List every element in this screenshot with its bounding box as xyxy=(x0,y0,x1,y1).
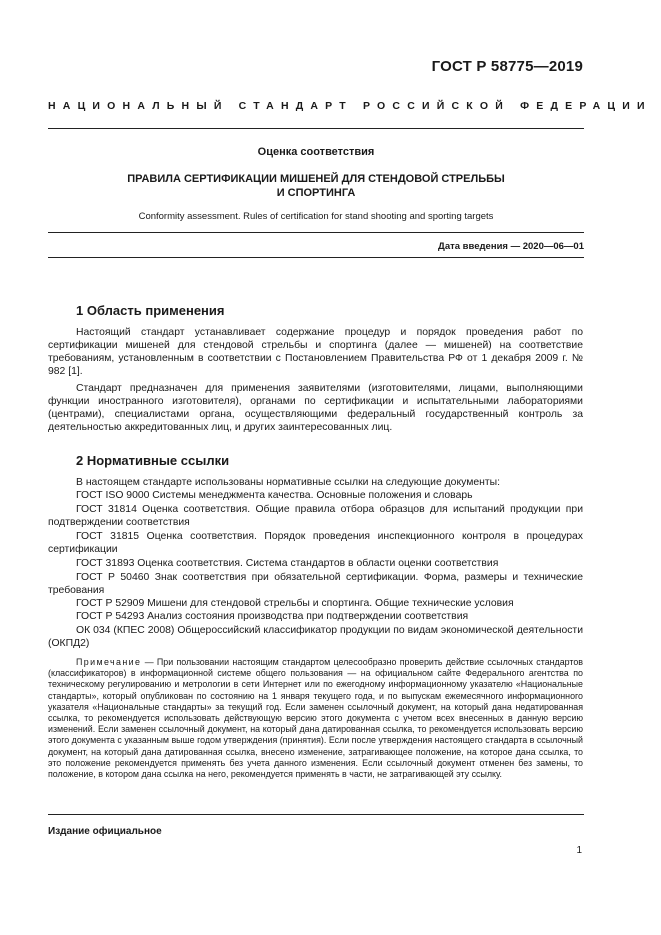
title-line-2: И СПОРТИНГА xyxy=(276,187,356,199)
section-2-intro: В настоящем стандарте использованы нормативные ссылки на следующие документы: xyxy=(76,477,500,488)
reference-item: ОК 034 (КПЕС 2008) Общероссийский классификатор продукции по видам экономической деятельности (ОКПД2) xyxy=(48,625,583,649)
reference-item: ГОСТ 31814 Оценка соответствия. Общие правила отбора образцов для испытаний продукции при подтверждении соответствия xyxy=(48,504,583,528)
reference-item: ГОСТ Р 54293 Анализ состояния производства при подтверждении соответствия xyxy=(76,611,469,622)
section-1-paragraph-2: Стандарт предназначен для применения заявителями (изготовителями, лицами, выполняющими функции иностранного изготовителя), органами по сертификации и испытательными лабораториями (центрами), специалистами органа, осуществляющими федеральный государственный контроль за деятельностью аккредитованных лиц, и других заинтересованных лиц. xyxy=(48,383,583,433)
reference-item: ГОСТ 31815 Оценка соответствия. Порядок проведения инспекционного контроля в процедурах сертификации xyxy=(48,531,583,555)
reference-note xyxy=(48,657,583,780)
title-divider xyxy=(48,232,584,233)
note-label: Примечание xyxy=(76,657,142,667)
section-1-heading: 1 Область применения xyxy=(76,303,225,318)
reference-item: ГОСТ ISO 9000 Системы менеджмента качества. Основные положения и словарь xyxy=(76,490,473,501)
reference-item: ГОСТ Р 50460 Знак соответствия при обязательной сертификации. Форма, размеры и технические требования xyxy=(48,572,583,596)
reference-item: ГОСТ 31893 Оценка соответствия. Система стандартов в области оценки соответствия xyxy=(76,558,499,569)
introduction-date: Дата введения — 2020—06—01 xyxy=(438,241,584,252)
english-title: Conformity assessment. Rules of certification for stand shooting and sporting targets xyxy=(138,211,494,222)
reference-item: ГОСТ Р 52909 Мишени для стендовой стрельбы и спортинга. Общие технические условия xyxy=(76,598,514,609)
document-title xyxy=(48,172,584,200)
note-text: — При пользовании настоящим стандартом целесообразно проверить действие ссылочных стандартов (классификаторов) в информационной системе общего пользования — на официальном сайте Федерального агентства по техническому регулированию и метрологии в сети Интернет или по ежегодному информационному указателю «Национальные стандарты», который опубликован по состоянию на 1 января текущего года, и по выпускам ежемесячного информационного указателя «Национальные стандарты» за текущий год. Если заменен ссылочный документ, на который дана недатированная ссылка, то рекомендуется использовать действующую версию этого документа с учетом всех внесенных в данную версию изменений. Если заменен ссылочный документ, на который дана датированная ссылка, то рекомендуется использовать версию этого документа с указанным выше годом утверждения (принятия). Если после утверждения настоящего стандарта в ссылочный документ, на который дана датированная ссылка, внесено изменение, затрагивающее положение, на которое дана ссылка, то это положение рекомендуется применять без учета данного изменения. Если ссылочный документ отменен без замены, то положение, в котором дана ссылка на него, рекомендуется применять в части, не затрагивающей эту ссылку. xyxy=(48,657,583,780)
footer-divider xyxy=(48,814,584,815)
section-1-paragraph-1: Настоящий стандарт устанавливает содержание процедур и порядок проведения работ по сертификации мишеней для стендовой стрельбы и спортинга (далее — мишеней) на соответствие требованиям, установленным в соответствии с Постановлением Правительства РФ от 1 декабря 2009 г. № 982 [1]. xyxy=(48,327,583,377)
section-2-heading: 2 Нормативные ссылки xyxy=(76,453,230,468)
official-edition-label: Издание официальное xyxy=(48,826,162,837)
document-subject: Оценка соответствия xyxy=(257,146,375,158)
header-divider xyxy=(48,128,584,129)
national-standard-banner: НАЦИОНАЛЬНЫЙ СТАНДАРТ РОССИЙСКОЙ ФЕДЕРАЦИИ xyxy=(48,100,652,112)
date-divider xyxy=(48,257,584,258)
page-number: 1 xyxy=(576,845,582,856)
document-number: ГОСТ Р 58775—2019 xyxy=(431,58,583,75)
title-line-1: ПРАВИЛА СЕРТИФИКАЦИИ МИШЕНЕЙ ДЛЯ СТЕНДОВОЙ СТРЕЛЬБЫ xyxy=(127,173,505,185)
